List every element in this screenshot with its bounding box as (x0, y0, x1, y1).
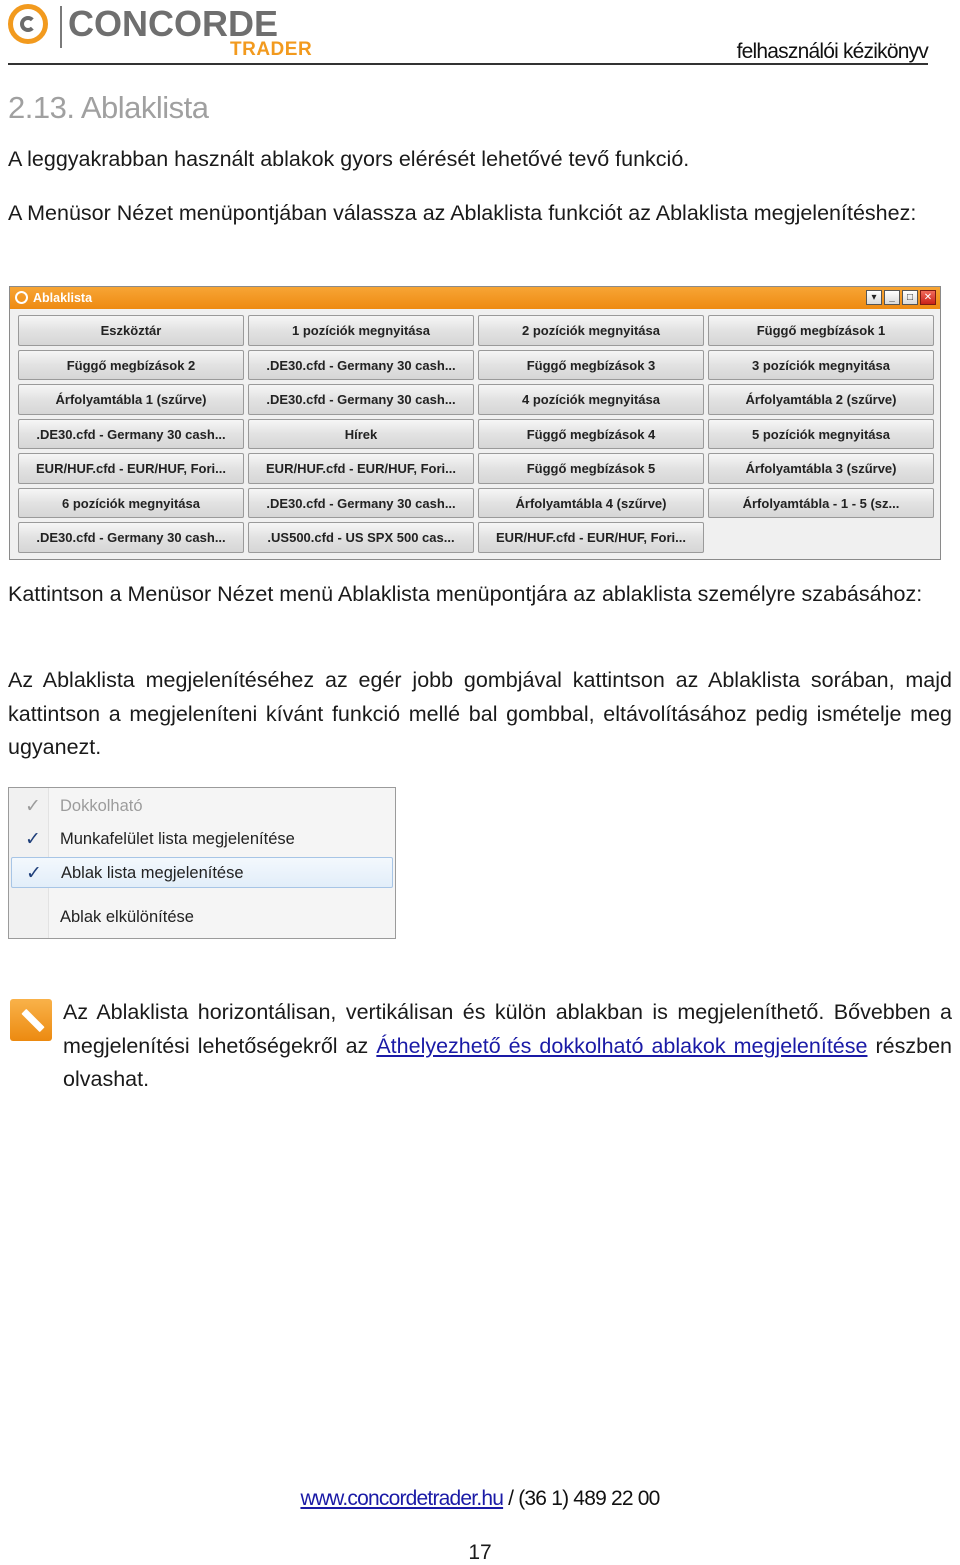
window-list-button[interactable]: Eszköztár (18, 315, 244, 346)
window-list-button[interactable]: EUR/HUF.cfd - EUR/HUF, Fori... (478, 522, 704, 553)
pencil-note-icon (10, 999, 52, 1041)
step3-paragraph: Az Ablaklista megjelenítéséhez az egér jobb gombjával kattintson az Ablaklista sorában, majd kattintson a megjeleníteni kívánt funkció mellé bal gombbal, eltávolításához pedig ismételje meg ugyanezt. (8, 668, 952, 759)
menu-item-munkafelulet[interactable] (11, 824, 393, 855)
website-link[interactable]: www.concordetrader.hu (300, 1487, 504, 1510)
footer-phone: (36 1) 489 22 00 (518, 1487, 660, 1510)
section-heading: 2.13. Ablaklista (8, 90, 209, 125)
ablaklista-window (9, 286, 941, 560)
window-button-grid (18, 315, 934, 553)
window-list-button[interactable]: 1 pozíciók megnyitása (248, 315, 474, 346)
window-list-button[interactable]: Hírek (248, 419, 474, 450)
note-text-after: részben olvashat. (63, 1033, 952, 1091)
check-icon: ✓ (25, 829, 41, 850)
step2-paragraph: Kattintson a Menüsor Nézet menü Ablaklista menüpontjára az ablaklista személyre szabásához: (8, 582, 923, 606)
window-titlebar (10, 287, 940, 309)
window-list-button[interactable]: Árfolyamtábla - 1 - 5 (sz... (708, 488, 934, 519)
minimize-icon[interactable]: _ (884, 290, 900, 305)
logo-divider (60, 6, 62, 48)
page-number: 17 (468, 1541, 492, 1564)
menu-item-label: Munkafelület lista megjelenítése (60, 830, 295, 848)
window-list-button[interactable]: .DE30.cfd - Germany 30 cash... (18, 522, 244, 553)
window-list-button[interactable]: 2 pozíciók megnyitása (478, 315, 704, 346)
window-list-button[interactable]: .DE30.cfd - Germany 30 cash... (248, 350, 474, 381)
note-paragraph (63, 996, 952, 1097)
window-list-button[interactable]: EUR/HUF.cfd - EUR/HUF, Fori... (248, 453, 474, 484)
step1-paragraph: A Menüsor Nézet menüpontjában válassza az Ablaklista funkciót az Ablaklista megjelenítéshez: (8, 201, 917, 225)
logo-word: CONCORDE (68, 3, 279, 44)
logo-sub: TRADER (230, 39, 313, 60)
menu-item-ablak-lista[interactable] (11, 857, 393, 888)
menu-item-ablak-elkulonitese[interactable] (11, 902, 393, 933)
window-list-button[interactable]: Függő megbízások 1 (708, 315, 934, 346)
menu-item-label: Dokkolható (60, 797, 143, 815)
window-list-button[interactable]: Függő megbízások 2 (18, 350, 244, 381)
context-menu (8, 787, 396, 939)
window-list-button[interactable]: Függő megbízások 5 (478, 453, 704, 484)
note-text-before: Az Ablaklista horizontálisan, vertikálisan és külön ablakban is megjeleníthető. Bővebben a megjelenítési lehetőségekről az (63, 1000, 952, 1058)
dropdown-icon[interactable]: ▾ (866, 290, 882, 305)
app-logo-icon (15, 291, 28, 304)
window-list-button[interactable]: Árfolyamtábla 2 (szűrve) (708, 384, 934, 415)
close-icon[interactable]: ✕ (920, 290, 936, 305)
window-list-button[interactable]: Függő megbízások 4 (478, 419, 704, 450)
check-icon: ✓ (25, 796, 41, 817)
window-title: Ablaklista (33, 291, 93, 305)
window-list-button[interactable]: Árfolyamtábla 1 (szűrve) (18, 384, 244, 415)
window-list-button[interactable]: .US500.cfd - US SPX 500 cas... (248, 522, 474, 553)
window-list-button[interactable]: .DE30.cfd - Germany 30 cash... (248, 384, 474, 415)
window-list-button[interactable]: 6 pozíciók megnyitása (18, 488, 244, 519)
window-list-button[interactable]: Árfolyamtábla 4 (szűrve) (478, 488, 704, 519)
maximize-icon[interactable]: □ (902, 290, 918, 305)
window-list-button[interactable]: .DE30.cfd - Germany 30 cash... (18, 419, 244, 450)
window-list-button[interactable]: Függő megbízások 3 (478, 350, 704, 381)
footer-contact (0, 1487, 960, 1511)
check-icon: ✓ (26, 863, 42, 884)
logo-c-icon (8, 4, 48, 44)
page-header (8, 0, 928, 66)
window-list-button[interactable]: Árfolyamtábla 3 (szűrve) (708, 453, 934, 484)
concorde-trader-logo (8, 2, 313, 60)
header-divider (8, 63, 928, 65)
window-list-button[interactable]: 5 pozíciók megnyitása (708, 419, 934, 450)
document-label: felhasználói kézikönyv (736, 40, 928, 63)
menu-item-dokkolhato[interactable] (11, 791, 393, 822)
window-list-button[interactable]: 4 pozíciók megnyitása (478, 384, 704, 415)
note-link[interactable]: Áthelyezhető és dokkolható ablakok megjelenítése (376, 1033, 868, 1058)
window-list-button[interactable]: .DE30.cfd - Germany 30 cash... (248, 488, 474, 519)
window-list-button[interactable]: EUR/HUF.cfd - EUR/HUF, Fori... (18, 453, 244, 484)
window-controls (866, 290, 936, 305)
footer-separator: / (503, 1487, 519, 1510)
menu-item-label: Ablak elkülönítése (60, 908, 194, 926)
menu-item-label: Ablak lista megjelenítése (61, 864, 244, 882)
window-list-button[interactable]: 3 pozíciók megnyitása (708, 350, 934, 381)
intro-paragraph: A leggyakrabban használt ablakok gyors elérését lehetővé tevő funkció. (8, 147, 690, 171)
